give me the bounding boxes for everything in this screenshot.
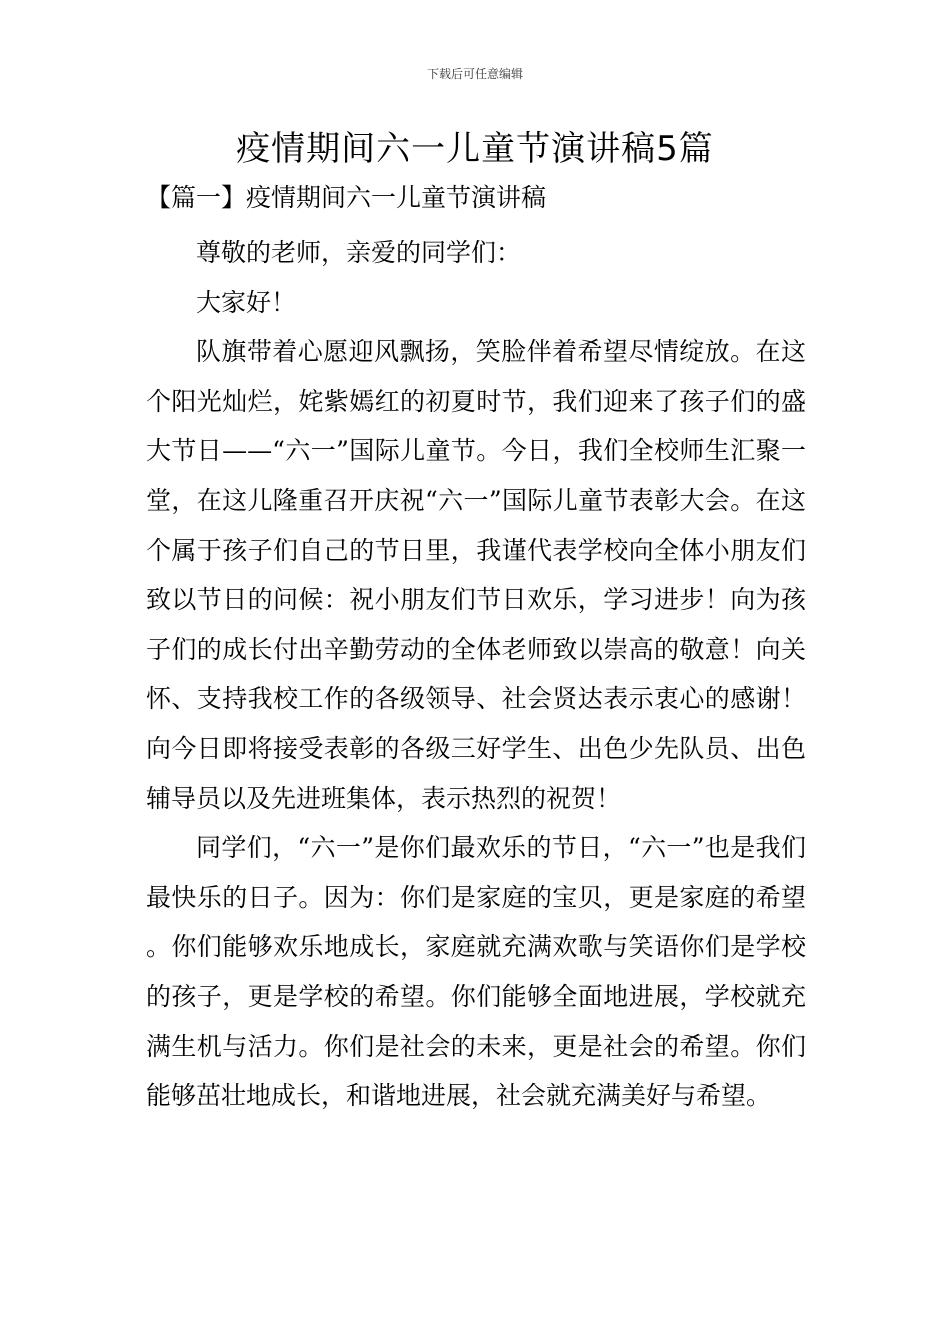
header-note: 下载后可任意编辑 <box>426 67 523 81</box>
body-text <box>146 228 806 1121</box>
paragraph-students: 同学们，“六一”是你们最欢乐的节日，“六一”也是我们最快乐的日子。因为：你们是家庭的宝贝，更是家庭的希望。你们能够欢乐地成长，家庭就充满欢歌与笑语你们是学校的孩子，更是学校的希望。你们能够全面地进展，学校就充满生机与活力。你们是社会的未来，更是社会的希望。你们能够茁壮地成长，和谐地进展，社会就充满美好与希望。 <box>146 833 806 1111</box>
paragraph-opening: 队旗带着心愿迎风飘扬，笑脸伴着希望尽情绽放。在这个阳光灿烂，姹紫嫣红的初夏时节，我们迎来了孩子们的盛大节日——“六一”国际儿童节。今日，我们全校师生汇聚一堂，在这儿隆重召开庆祝“六一”国际儿童节表彰大会。在这个属于孩子们自己的节日里，我谨代表学校向全体小朋友们致以节日的问候：祝小朋友们节日欢乐，学习进步！向为孩子们的成长付出辛勤劳动的全体老师致以崇高的敬意！向关怀、支持我校工作的各级领导、社会贤达表示衷心的感谢！向今日即将接受表彰的各级三好学生、出色少先队员、出色辅导员以及先进班集体，表示热烈的祝贺！ <box>146 337 806 813</box>
paragraph-greeting: 大家好！ <box>196 287 297 317</box>
section-heading: 【篇一】疫情期间六一儿童节演讲稿 <box>146 183 547 212</box>
paragraph-salutation: 尊敬的老师，亲爱的同学们： <box>196 238 522 267</box>
document-title: 疫情期间六一儿童节演讲稿5篇 <box>236 129 714 169</box>
